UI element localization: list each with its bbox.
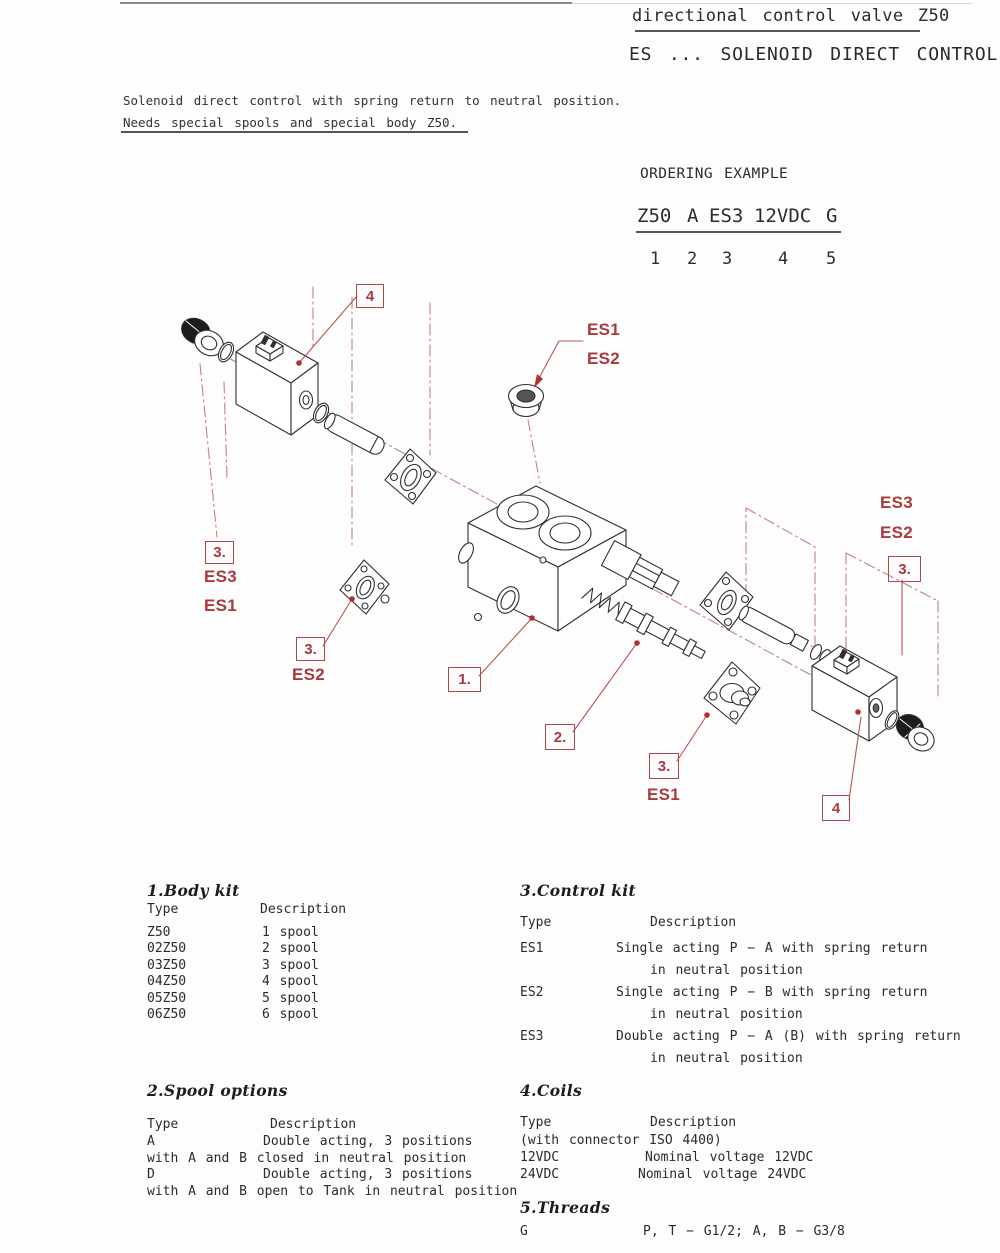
ordering-heading: ORDERING EXAMPLE — [640, 166, 789, 182]
part-label-3-box: 3. — [649, 753, 679, 779]
part-label-es3: ES3 — [204, 567, 238, 586]
coils-heading: 4.Coils — [520, 1081, 583, 1100]
ordering-pos-5: 5 — [826, 249, 837, 269]
body-kit-row-type: 02Z50 — [147, 941, 187, 956]
solenoid-coil-right — [812, 646, 897, 741]
spool-options-row-desc: Double acting, 3 positions — [263, 1134, 473, 1149]
threads-row-desc: P, T − G1/2; A, B − G3/8 — [643, 1224, 845, 1239]
part-label-es2: ES2 — [880, 523, 914, 542]
part-label-es2: ES2 — [587, 349, 621, 368]
control-kit-row-desc: Double acting P − A (B) with spring return — [616, 1029, 961, 1044]
solenoid-coil-left — [236, 332, 318, 435]
spool-options-row-note: with A and B open to Tank in neutral position — [147, 1184, 518, 1199]
spool-options-row-note: with A and B closed in neutral position — [147, 1151, 467, 1166]
body-kit-col-desc: Description — [260, 902, 347, 917]
coils-row-type: 12VDC — [520, 1150, 560, 1165]
control-kit-row-desc: Single acting P − A with spring return — [616, 941, 928, 956]
flanged-cap-es1-lower-right — [704, 662, 760, 724]
part-label-3-box: 3. — [205, 541, 234, 564]
threads-row-type: G — [520, 1224, 528, 1239]
spool-options-row-type: A — [147, 1134, 155, 1149]
body-kit-row-type: 04Z50 — [147, 974, 187, 989]
ordering-pos-1: 1 — [650, 249, 661, 269]
threads-heading: 5.Threads — [520, 1198, 611, 1217]
spool-with-springs — [580, 583, 708, 664]
body-kit-row-desc: 6 spool — [262, 1007, 319, 1022]
body-kit-row-type: 05Z50 — [147, 991, 187, 1006]
body-kit-row-type: Z50 — [147, 925, 171, 940]
body-kit-row-desc: 4 spool — [262, 974, 319, 989]
spool-options-row-desc: Double acting, 3 positions — [263, 1167, 473, 1182]
part-label-3-box: 3. — [888, 556, 921, 582]
body-kit-heading: 1.Body kit — [147, 881, 240, 900]
part-label-2-box: 2. — [545, 724, 575, 750]
control-kit-row-desc2: in neutral position — [650, 963, 803, 978]
coils-row-desc: Nominal voltage 12VDC — [645, 1150, 814, 1165]
plug-es1-es2 — [509, 385, 544, 417]
part-label-3-box: 3. — [296, 637, 325, 661]
control-kit-row-type: ES2 — [520, 985, 544, 1000]
intro-line-2: Needs special spools and special body Z50. — [123, 115, 458, 130]
part-label-es1: ES1 — [204, 596, 238, 615]
part-label-4-box: 4 — [356, 284, 384, 308]
coils-row-desc: Nominal voltage 24VDC — [638, 1167, 807, 1182]
control-kit-col-desc: Description — [650, 915, 737, 930]
body-kit-row-type: 03Z50 — [147, 958, 187, 973]
control-kit-row-type: ES1 — [520, 941, 544, 956]
ordering-code-2: A — [687, 205, 699, 227]
control-kit-row-desc2: in neutral position — [650, 1051, 803, 1066]
control-kit-row-type: ES3 — [520, 1029, 544, 1044]
part-label-es3: ES3 — [880, 493, 914, 512]
control-kit-row-desc2: in neutral position — [650, 1007, 803, 1022]
body-kit-row-desc: 5 spool — [262, 991, 319, 1006]
intro-line-1: Solenoid direct control with spring return to neutral position. — [123, 93, 622, 108]
coils-note: (with connector ISO 4400) — [520, 1133, 722, 1148]
control-kit-row-desc: Single acting P − B with spring return — [616, 985, 928, 1000]
push-rod — [737, 604, 809, 653]
spool-options-col-desc: Description — [270, 1117, 357, 1132]
ordering-code-3: ES3 — [709, 205, 744, 227]
coils-col-desc: Description — [650, 1115, 737, 1130]
body-kit-row-desc: 2 spool — [262, 941, 319, 956]
ordering-pos-4: 4 — [778, 249, 789, 269]
part-label-es2: ES2 — [292, 665, 326, 684]
control-kit-col-type: Type — [520, 915, 552, 930]
body-kit-row-type: 06Z50 — [147, 1007, 187, 1022]
spool-options-row-type: D — [147, 1167, 155, 1182]
valve-body — [456, 486, 682, 631]
part-label-4-box: 4 — [822, 795, 850, 821]
ordering-code-5: G — [826, 205, 838, 227]
part-label-1-box: 1. — [448, 667, 481, 692]
flanged-cap-upper-left — [385, 449, 436, 504]
part-label-es1: ES1 — [587, 320, 621, 339]
coils-row-type: 24VDC — [520, 1167, 560, 1182]
part-label-es1: ES1 — [647, 785, 681, 804]
body-kit-col-type: Type — [147, 902, 179, 917]
page-subtitle: ES ... SOLENOID DIRECT CONTROL — [629, 44, 999, 65]
body-kit-row-desc: 1 spool — [262, 925, 319, 940]
page-title: directional control valve Z50 — [632, 6, 950, 26]
spool-options-heading: 2.Spool options — [147, 1081, 288, 1100]
ordering-pos-2: 2 — [687, 249, 698, 269]
ordering-code-4: 12VDC — [754, 205, 812, 227]
ordering-code-1: Z50 — [637, 205, 672, 227]
leader-arrowhead — [534, 374, 543, 388]
ordering-pos-3: 3 — [722, 249, 733, 269]
control-kit-heading: 3.Control kit — [520, 881, 637, 900]
spool-options-col-type: Type — [147, 1117, 179, 1132]
solenoid-tube — [322, 411, 387, 457]
coils-col-type: Type — [520, 1115, 552, 1130]
body-kit-row-desc: 3 spool — [262, 958, 319, 973]
